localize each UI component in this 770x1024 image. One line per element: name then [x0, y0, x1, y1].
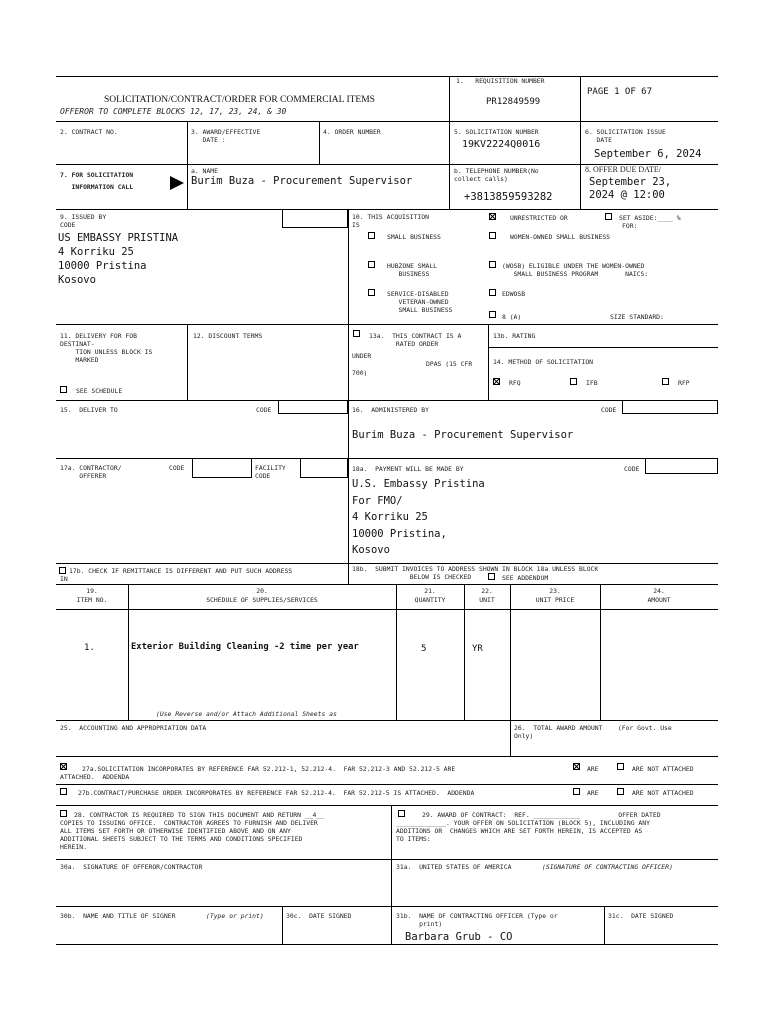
- col-price-num: 23.: [549, 587, 561, 595]
- contractor-label: 17a. CONTRACTOR/ OFFERER: [60, 464, 122, 480]
- 27b-are-not-checkbox[interactable]: [617, 788, 624, 795]
- rule: [56, 563, 718, 564]
- rule: [488, 324, 489, 400]
- wosb-checkbox[interactable]: [489, 232, 496, 239]
- set-aside-for: FOR:: [622, 222, 638, 230]
- rule: [56, 784, 718, 785]
- rfq-checkbox[interactable]: [493, 378, 500, 385]
- rule: [396, 584, 397, 720]
- 29-text: 29. AWARD OF CONTRACT: REF. ____________ OFFER DATED _____________. YOUR OFFER ON SOLICITATION (BLOCK 5), INCLUDING ANY ADDITIONS OR CHANGES WHICH ARE SET FORTH HEREIN, IS ACCEPTED AS TO ITEMS:: [396, 811, 661, 843]
- rule: [187, 324, 188, 400]
- rule: [56, 76, 718, 77]
- sdvosb-label: SERVICE-DISABLED VETERAN-OWNED SMALL BUSINESS: [387, 290, 453, 314]
- rule: [56, 944, 718, 945]
- col-price-label: UNIT PRICE: [535, 596, 575, 604]
- signature-offeror-label: 30a. SIGNATURE OF OFFEROR/CONTRACTOR: [60, 863, 203, 871]
- unrestricted-checkbox[interactable]: [489, 213, 496, 220]
- award-date-label: 3. AWARD/EFFECTIVE DATE :: [191, 128, 261, 144]
- rule: [391, 805, 392, 859]
- accounting-label: 25. ACCOUNTING AND APPROPRIATION DATA: [60, 724, 207, 732]
- issued-by-code-field: [282, 209, 348, 228]
- requisition-value: PR12849599: [486, 97, 541, 107]
- issued-by-address: US EMBASSY PRISTINA 4 Korriku 25 10000 Pristina Kosovo: [58, 232, 179, 286]
- eight-a-label: 8 (A): [502, 313, 522, 321]
- rule: [56, 121, 718, 122]
- deliver-to-code-label: CODE: [256, 406, 272, 414]
- rule: [449, 164, 450, 209]
- issue-date: September 6, 2024: [594, 148, 702, 160]
- col-unit-label: UNIT: [479, 596, 495, 604]
- payment-code-field: [645, 458, 718, 474]
- issued-by-label: 9. ISSUED BY CODE: [60, 213, 107, 229]
- phone-label: b. TELEPHONE NUMBER(No collect calls): [454, 167, 539, 183]
- rating-label: 13b. RATING: [493, 332, 536, 340]
- 27a-text: 27a.SOLICITATION INCORPORATES BY REFERENCE FAR 52.212-1, 52.212-4. FAR 52.212-3 AND 52.212-5 ARE: [82, 765, 456, 773]
- unrestricted-label: UNRESTRICTED OR: [510, 214, 568, 222]
- rfp-label: RFP: [678, 379, 690, 387]
- offer-due-label: 8. OFFER DUE DATE/: [585, 165, 662, 174]
- rule: [348, 209, 349, 458]
- set-aside-checkbox[interactable]: [605, 213, 612, 220]
- facility-code-field: [300, 458, 348, 478]
- line-item-number: 1.: [84, 643, 95, 653]
- line-item-unit: YR: [472, 644, 483, 654]
- rule: [510, 584, 511, 756]
- deliver-to-code-field: [278, 400, 348, 414]
- rule: [56, 400, 718, 401]
- rule: [56, 906, 718, 907]
- rule: [56, 756, 718, 757]
- 28-text: 28. CONTRACTOR IS REQUIRED TO SIGN THIS DOCUMENT AND RETURN __4__ COPIES TO ISSUING OFFICE. CONTRACTOR AGREES TO FURNISH AND DELIVER ALL ITEMS SET FORTH OR OTHERWISE IDENTIFIED ABOVE AND ON ANY ADDITIONAL SHEETS SUBJECT TO THE TERMS AND CONDITIONS SPECIFIED HEREIN.: [60, 811, 325, 851]
- rule: [128, 584, 129, 720]
- issue-date-label: 6. SOLICITATION ISSUE DATE: [585, 128, 666, 144]
- rule: [449, 76, 450, 164]
- contracting-officer-sig-label: (SIGNATURE OF CONTRACTING OFFICER): [542, 863, 673, 871]
- rule: [56, 609, 718, 610]
- offer-due-date: September 23, 2024 @ 12:00: [589, 176, 672, 201]
- 27a-text-2: ATTACHED. ADDENDA: [60, 773, 130, 781]
- delivery-fob-label: 11. DELIVERY FOR FOB DESTINAT- TION UNLESS BLOCK IS MARKED: [60, 332, 153, 364]
- rule: [282, 906, 283, 944]
- rule: [600, 584, 601, 720]
- contractor-code-field: [192, 458, 252, 478]
- under-label: UNDER: [352, 352, 372, 360]
- requisition-label: 1. REQUISITION NUMBER: [456, 77, 545, 85]
- col-amount-label: AMOUNT: [647, 596, 671, 604]
- rule: [56, 458, 718, 459]
- deliver-to-label: 15. DELIVER TO: [60, 406, 118, 414]
- rule: [488, 347, 718, 348]
- administered-by-value: Burim Buza - Procurement Supervisor: [352, 429, 574, 441]
- rfq-label: RFQ: [509, 379, 521, 387]
- see-addendum-checkbox[interactable]: [488, 573, 495, 580]
- line-item-quantity: 5: [421, 644, 427, 654]
- hubzone-label: HUBZONE SMALL BUSINESS: [387, 262, 438, 278]
- 27b-checkbox[interactable]: [60, 788, 67, 795]
- contracting-officer-label: 31b. NAME OF CONTRACTING OFFICER (Type or print): [396, 912, 558, 928]
- dpas-label: DPAS (15 CFR: [426, 360, 473, 368]
- solicitation-number-label: 5. SOLICITATION NUMBER: [454, 128, 539, 136]
- contract-no-label: 2. CONTRACT NO.: [60, 128, 118, 136]
- page-number: PAGE 1 OF 67: [587, 87, 653, 97]
- solicitation-number: 19KV2224Q0016: [462, 139, 541, 150]
- col-desc-num: 20.: [256, 587, 268, 595]
- line-item-description: Exterior Building Cleaning -2 time per year: [131, 642, 359, 652]
- wosb-label: WOMEN-OWNED SMALL BUSINESS: [510, 233, 611, 241]
- col-amount-num: 24.: [653, 587, 665, 595]
- date-signed-label: 30c. DATE SIGNED: [286, 912, 352, 920]
- rule: [319, 121, 320, 164]
- edwosb-eligible-label: (WOSB) ELIGIBLE UNDER THE WOMEN-OWNED SMALL BUSINESS PROGRAM NAICS:: [502, 262, 649, 278]
- hubzone-checkbox[interactable]: [368, 261, 375, 268]
- remittance-label: 17b. CHECK IF REMITTANCE IS DIFFERENT AND PUT SUCH ADDRESS IN: [60, 567, 293, 583]
- 27b-are-not-label: ARE NOT ATTACHED: [632, 789, 694, 797]
- rule: [56, 805, 718, 806]
- payment-code-label: CODE: [624, 465, 640, 473]
- rule: [464, 584, 465, 720]
- rule: [187, 121, 188, 209]
- administered-code-field: [622, 400, 718, 414]
- rule: [56, 324, 718, 325]
- eight-a-checkbox[interactable]: [489, 311, 496, 318]
- rated-order-checkbox[interactable]: [353, 330, 360, 337]
- 27b-are-label: ARE: [587, 789, 599, 797]
- rule: [56, 209, 718, 210]
- payment-address: U.S. Embassy Pristina For FMO/ 4 Korriku 25 10000 Pristina, Kosovo: [352, 478, 485, 556]
- col-item-num: 19.: [86, 587, 98, 595]
- col-desc-label: SCHEDULE OF SUPPLIES/SERVICES: [206, 596, 318, 604]
- contracting-officer-name: Barbara Grub - CO: [405, 931, 513, 943]
- total-award-label: 26. TOTAL AWARD AMOUNT (For Govt. Use Only): [514, 724, 672, 740]
- ifb-checkbox[interactable]: [570, 378, 577, 385]
- signer-type-hint: (Type or print): [206, 912, 264, 920]
- 27a-are-label: ARE: [587, 765, 599, 773]
- rule: [348, 458, 349, 584]
- acquisition-label: 10. THIS ACQUISITION IS: [352, 213, 429, 229]
- rule: [580, 76, 581, 209]
- rule: [391, 859, 392, 944]
- small-business-label: SMALL BUSINESS: [387, 233, 441, 241]
- rated-order-label: 13a. THIS CONTRACT IS A RATED ORDER: [369, 332, 462, 348]
- form-title: SOLICITATION/CONTRACT/ORDER FOR COMMERCIAL ITEMS: [104, 95, 375, 105]
- contractor-code-label: CODE: [169, 464, 185, 472]
- col-qty-label: QUANTITY: [414, 596, 446, 604]
- discount-terms-label: 12. DISCOUNT TERMS: [193, 332, 263, 340]
- ifb-label: IFB: [586, 379, 598, 387]
- solicitation-info-label: 7. FOR SOLICITATION INFORMATION CALL: [60, 171, 134, 191]
- 27a-are-not-checkbox[interactable]: [617, 763, 624, 770]
- signer-name-label: 30b. NAME AND TITLE OF SIGNER: [60, 912, 176, 920]
- phone-number: +3813859593282: [464, 191, 553, 203]
- facility-code-label: FACILITY CODE: [255, 464, 286, 480]
- rule: [56, 859, 718, 860]
- rule: [604, 906, 605, 944]
- contact-name-label: a. NAME: [191, 167, 218, 175]
- small-business-checkbox[interactable]: [368, 232, 375, 239]
- col-qty-num: 21.: [424, 587, 436, 595]
- 27a-are-not-label: ARE NOT ATTACHED: [632, 765, 694, 773]
- co-date-signed-label: 31c. DATE SIGNED: [608, 912, 674, 920]
- contact-name: Burim Buza - Procurement Supervisor: [191, 175, 413, 187]
- payment-label: 18a. PAYMENT WILL BE MADE BY: [352, 465, 464, 473]
- submit-invoices-label: 18b. SUBMIT INVOICES TO ADDRESS SHOWN IN BLOCK 18a UNLESS BLOCK BELOW IS CHECKED: [352, 565, 599, 581]
- rule: [56, 584, 718, 585]
- size-standard-label: SIZE STANDARD:: [610, 313, 664, 321]
- rfp-checkbox[interactable]: [662, 378, 669, 385]
- edwosb-label: EDWOSB: [502, 290, 526, 298]
- rule: [56, 720, 718, 721]
- 27a-are-checkbox[interactable]: [573, 763, 580, 770]
- 27b-are-checkbox[interactable]: [573, 788, 580, 795]
- method-label: 14. METHOD OF SOLICITATION: [493, 358, 594, 366]
- col-unit-num: 22.: [481, 587, 493, 595]
- see-addendum-label: SEE ADDENDUM: [502, 574, 549, 582]
- edwosb-eligible-checkbox[interactable]: [489, 261, 496, 268]
- col-item-label: ITEM NO.: [76, 596, 108, 604]
- administered-by-label: 16. ADMINISTERED BY: [352, 406, 429, 414]
- solicitation-form: [56, 76, 718, 944]
- schedule-note: (Use Reverse and/or Attach Additional Sheets as: [156, 710, 337, 718]
- edwosb-checkbox[interactable]: [489, 289, 496, 296]
- form-subtitle: OFFEROR TO COMPLETE BLOCKS 12, 17, 23, 24, & 30: [60, 107, 287, 116]
- cfr-label: 700): [352, 369, 368, 377]
- arrow-right-icon: [170, 176, 184, 190]
- set-aside-label: SET ASIDE:____ %: [619, 214, 681, 222]
- order-number-label: 4. ORDER NUMBER: [323, 128, 381, 136]
- administered-code-label: CODE: [601, 406, 617, 414]
- 27b-text: 27b.CONTRACT/PURCHASE ORDER INCORPORATES BY REFERENCE FAR 52.212-4. FAR 52.212-5 IS ATTACHED. ADDENDA: [78, 789, 475, 797]
- sdvosb-checkbox[interactable]: [368, 289, 375, 296]
- see-schedule-label: SEE SCHEDULE: [76, 387, 123, 395]
- see-schedule-checkbox[interactable]: [60, 386, 67, 393]
- us-label: 31a. UNITED STATES OF AMERICA: [396, 863, 512, 871]
